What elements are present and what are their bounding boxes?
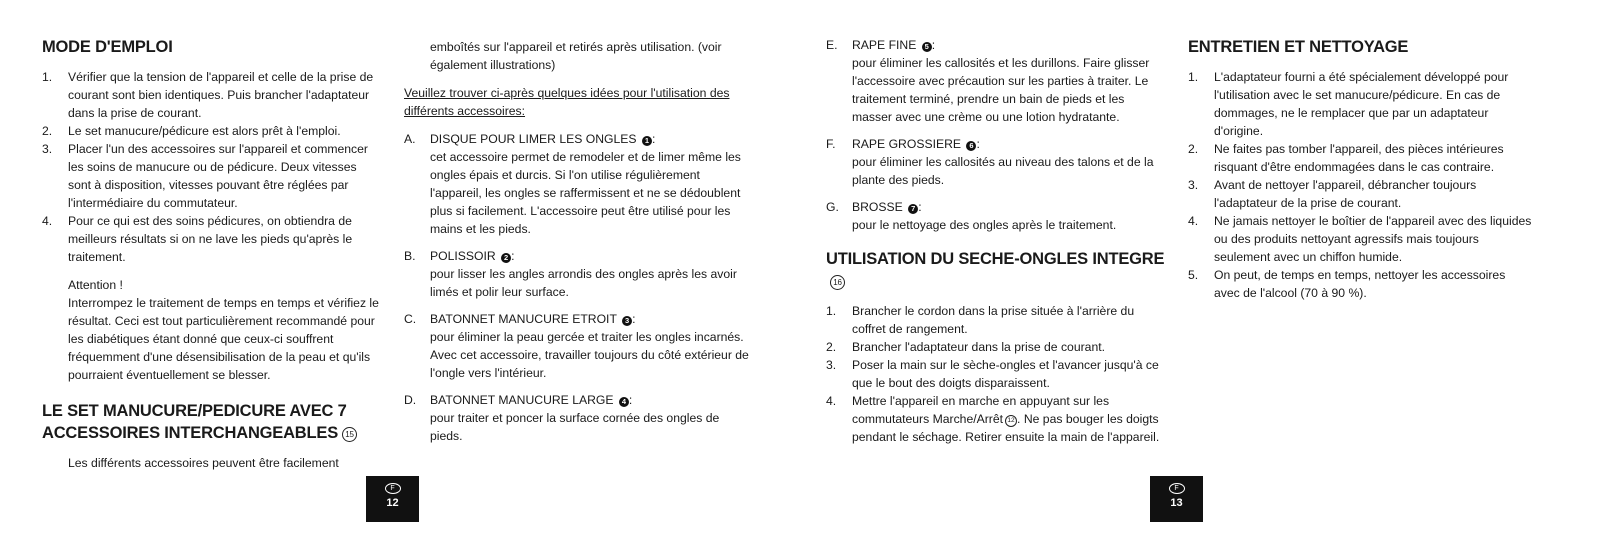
attention-text: Interrompez le traitement de temps en temps et vérifiez le résultat. Ceci est tout particulièrement recommandé pour les diabétiques étant donné que ceux-ci souffrent fréquemment d'une désensibilisation de la peau et qu'ils pourraient éventuellement se blesser. — [68, 296, 379, 382]
accessories-intro-continued: emboîtés sur l'appareil et retirés après utilisation. (voir également illustrations) — [430, 40, 722, 72]
accessory-name: DISQUE POUR LIMER LES ONGLES — [430, 132, 637, 146]
heading-entretien: ENTRETIEN ET NETTOYAGE — [1188, 38, 1409, 56]
accessory-title: G. BROSSE 7 : — [826, 200, 922, 214]
accessory-g — [826, 198, 1166, 234]
column-1 — [42, 36, 382, 472]
step-number: 4. — [826, 394, 837, 408]
step-number: 2. — [826, 340, 837, 354]
accessory-letter: A. — [404, 132, 416, 146]
step-number: 3. — [1188, 178, 1199, 192]
accessory-letter: F. — [826, 137, 836, 151]
accessory-c — [404, 310, 749, 382]
step-text: On peut, de temps en temps, nettoyer les accessoires avec de l'alcool (70 à 90 %). — [1214, 268, 1506, 300]
heading-set-manucure-text: LE SET MANUCURE/PEDICURE AVEC 7 ACCESSOIRES INTERCHANGEABLES — [42, 402, 347, 442]
accessory-d — [404, 391, 749, 445]
accessory-description: pour lisser les angles arrondis des ongles après les avoir limés et polir leur surface. — [430, 267, 737, 299]
list-item — [1188, 68, 1533, 140]
accessory-title: A. DISQUE POUR LIMER LES ONGLES 1 : — [404, 132, 656, 146]
step-number: 4. — [1188, 214, 1199, 228]
accessory-e — [826, 36, 1166, 126]
accessory-title: B. POLISSOIR 2 : — [404, 249, 515, 263]
list-item — [1188, 212, 1533, 266]
accessory-name: BATONNET MANUCURE ETROIT — [430, 312, 617, 326]
step-text: Ne jamais nettoyer le boîtier de l'appareil avec des liquides ou des produits nettoyant agressifs mais toujours seulement avec un chiffon humide. — [1214, 214, 1532, 264]
accessory-title: F. RAPE GROSSIERE 6 : — [826, 137, 980, 151]
step-text-after: . Ne pas bouger les doigts pendant le séchage. Retirer ensuite la main de l'appareil. — [852, 412, 1160, 444]
accessory-letter: B. — [404, 249, 416, 263]
accessory-number-icon: 2 — [501, 253, 511, 263]
accessory-letter: C. — [404, 312, 417, 326]
list-item — [826, 392, 1166, 446]
column-4 — [1188, 36, 1533, 302]
step-number: 2. — [42, 124, 53, 138]
page-number: 13 — [1170, 497, 1183, 509]
list-item — [826, 302, 1166, 338]
list-item — [826, 356, 1166, 392]
accessory-number-icon: 7 — [908, 204, 918, 214]
accessory-letter: E. — [826, 38, 838, 52]
page-number-tab-12 — [366, 476, 419, 522]
step-number: 2. — [1188, 142, 1199, 156]
accessory-name: RAPE FINE — [852, 38, 917, 52]
list-item — [1188, 140, 1533, 176]
accessory-description: pour éliminer les callosités au niveau des talons et de la plante des pieds. — [852, 155, 1154, 187]
maintenance-steps — [1188, 68, 1533, 302]
list-item — [42, 68, 382, 122]
accessory-number-icon: 5 — [922, 42, 932, 52]
step-text-before: Mettre l'appareil en marche en appuyant sur les commutateurs Marche/Arrêt — [852, 394, 1110, 426]
accessories-intro: Les différents accessoires peuvent être facilement — [68, 456, 339, 470]
accessory-description: pour le nettoyage des ongles après le traitement. — [852, 218, 1117, 232]
step-text: Pour ce qui est des soins pédicures, on obtiendra de meilleurs résultats si on ne lave les pieds qu'après le traitement. — [68, 214, 353, 264]
step-text: Placer l'un des accessoires sur l'appareil et commencer les soins de manucure ou de pédicure. Deux vitesses sont à disposition, vitesses pouvant être réglées par l'intermédiaire du commutateur. — [68, 142, 368, 210]
accessory-letter: G. — [826, 200, 839, 214]
column-3 — [826, 36, 1166, 446]
accessory-description: pour éliminer la peau gercée et traiter les ongles incarnés. Avec cet accessoire, travailler toujours du côté extérieur de l'ongle vers l'intérieur. — [430, 330, 749, 380]
step-text: Vérifier que la tension de l'appareil et celle de la prise de courant sont bien identiques. Puis brancher l'adaptateur dans la prise de courant. — [68, 70, 374, 120]
page-number: 12 — [386, 497, 399, 509]
step-number: 1. — [42, 70, 53, 84]
accessory-number-icon: 1 — [642, 136, 652, 146]
accessory-title: D. BATONNET MANUCURE LARGE 4 : — [404, 393, 633, 407]
accessory-name: BROSSE — [852, 200, 903, 214]
list-item — [1188, 176, 1533, 212]
attention-title: Attention ! — [68, 278, 123, 292]
step-number: 5. — [1188, 268, 1199, 282]
usage-steps — [42, 68, 382, 266]
dryer-steps — [826, 302, 1166, 446]
step-text: Ne faites pas tomber l'appareil, des pièces intérieures risquant d'être endommagées dans le cas contraire. — [1214, 142, 1504, 174]
accessories-ideas-heading: Veuillez trouver ci-après quelques idées pour l'utilisation des différents accessoires: — [404, 86, 730, 118]
language-badge: F — [385, 483, 401, 494]
accessory-letter: D. — [404, 393, 417, 407]
circled-number-icon: 15 — [342, 427, 357, 442]
step-text: Le set manucure/pédicure est alors prêt à l'emploi. — [68, 124, 341, 138]
accessory-f — [826, 135, 1166, 189]
accessory-name: POLISSOIR — [430, 249, 496, 263]
accessory-number-icon: 4 — [619, 397, 629, 407]
step-number: 3. — [42, 142, 53, 156]
accessory-description: pour traiter et poncer la surface cornée des ongles de pieds. — [430, 411, 720, 443]
step-number: 1. — [1188, 70, 1199, 84]
heading-seche-ongles-text: UTILISATION DU SECHE-ONGLES INTEGRE — [826, 250, 1165, 268]
step-text: Poser la main sur le sèche-ongles et l'avancer jusqu'à ce que le bout des doigts disparaissent. — [852, 358, 1159, 390]
column-2 — [404, 38, 749, 454]
step-number: 1. — [826, 304, 837, 318]
page-number-tab-13 — [1150, 476, 1203, 522]
circled-number-icon: 12 — [1005, 415, 1017, 427]
accessory-b — [404, 247, 749, 301]
list-item — [826, 338, 1166, 356]
accessory-description: pour éliminer les callosités et les durillons. Faire glisser l'accessoire avec précaution sur les parties à traiter. Le traitement terminé, prendre un bain de pieds et les masser avec une crème ou une lotion hydratante. — [852, 56, 1150, 124]
list-item — [1188, 266, 1533, 302]
step-text: Avant de nettoyer l'appareil, débrancher toujours l'adaptateur de la prise de courant. — [1214, 178, 1477, 210]
step-text: Brancher l'adaptateur dans la prise de courant. — [852, 340, 1106, 354]
accessory-description: cet accessoire permet de remodeler et de limer même les ongles épais et durcis. Si l'on utilise régulièrement l'appareil, les ongles se raffermissent et ne se dédoublent plus si facilement. L'accessoire peut être utilisé pour les mains et les pieds. — [430, 150, 741, 236]
step-number: 3. — [826, 358, 837, 372]
accessory-name: BATONNET MANUCURE LARGE — [430, 393, 614, 407]
accessory-a — [404, 130, 749, 238]
list-item — [42, 140, 382, 212]
accessory-name: RAPE GROSSIERE — [852, 137, 962, 151]
heading-set-manucure — [42, 400, 382, 444]
list-item — [42, 212, 382, 266]
language-badge: F — [1169, 483, 1185, 494]
step-text: L'adaptateur fourni a été spécialement développé pour l'utilisation avec le set manucure/pédicure. En cas de dommages, ne le remplacer que par un adaptateur d'origine. — [1214, 70, 1509, 138]
accessory-number-icon: 3 — [622, 316, 632, 326]
accessory-title: C. BATONNET MANUCURE ETROIT 3 : — [404, 312, 636, 326]
heading-mode-emploi: MODE D'EMPLOI — [42, 38, 173, 56]
heading-seche-ongles — [826, 248, 1166, 292]
step-number: 4. — [42, 214, 53, 228]
attention-block — [42, 276, 382, 384]
accessory-number-icon: 6 — [966, 141, 976, 151]
circled-number-icon: 16 — [830, 275, 845, 290]
step-text: Brancher le cordon dans la prise située à l'arrière du coffret de rangement. — [852, 304, 1135, 336]
accessory-title: E. RAPE FINE 5 : — [826, 38, 936, 52]
list-item — [42, 122, 382, 140]
